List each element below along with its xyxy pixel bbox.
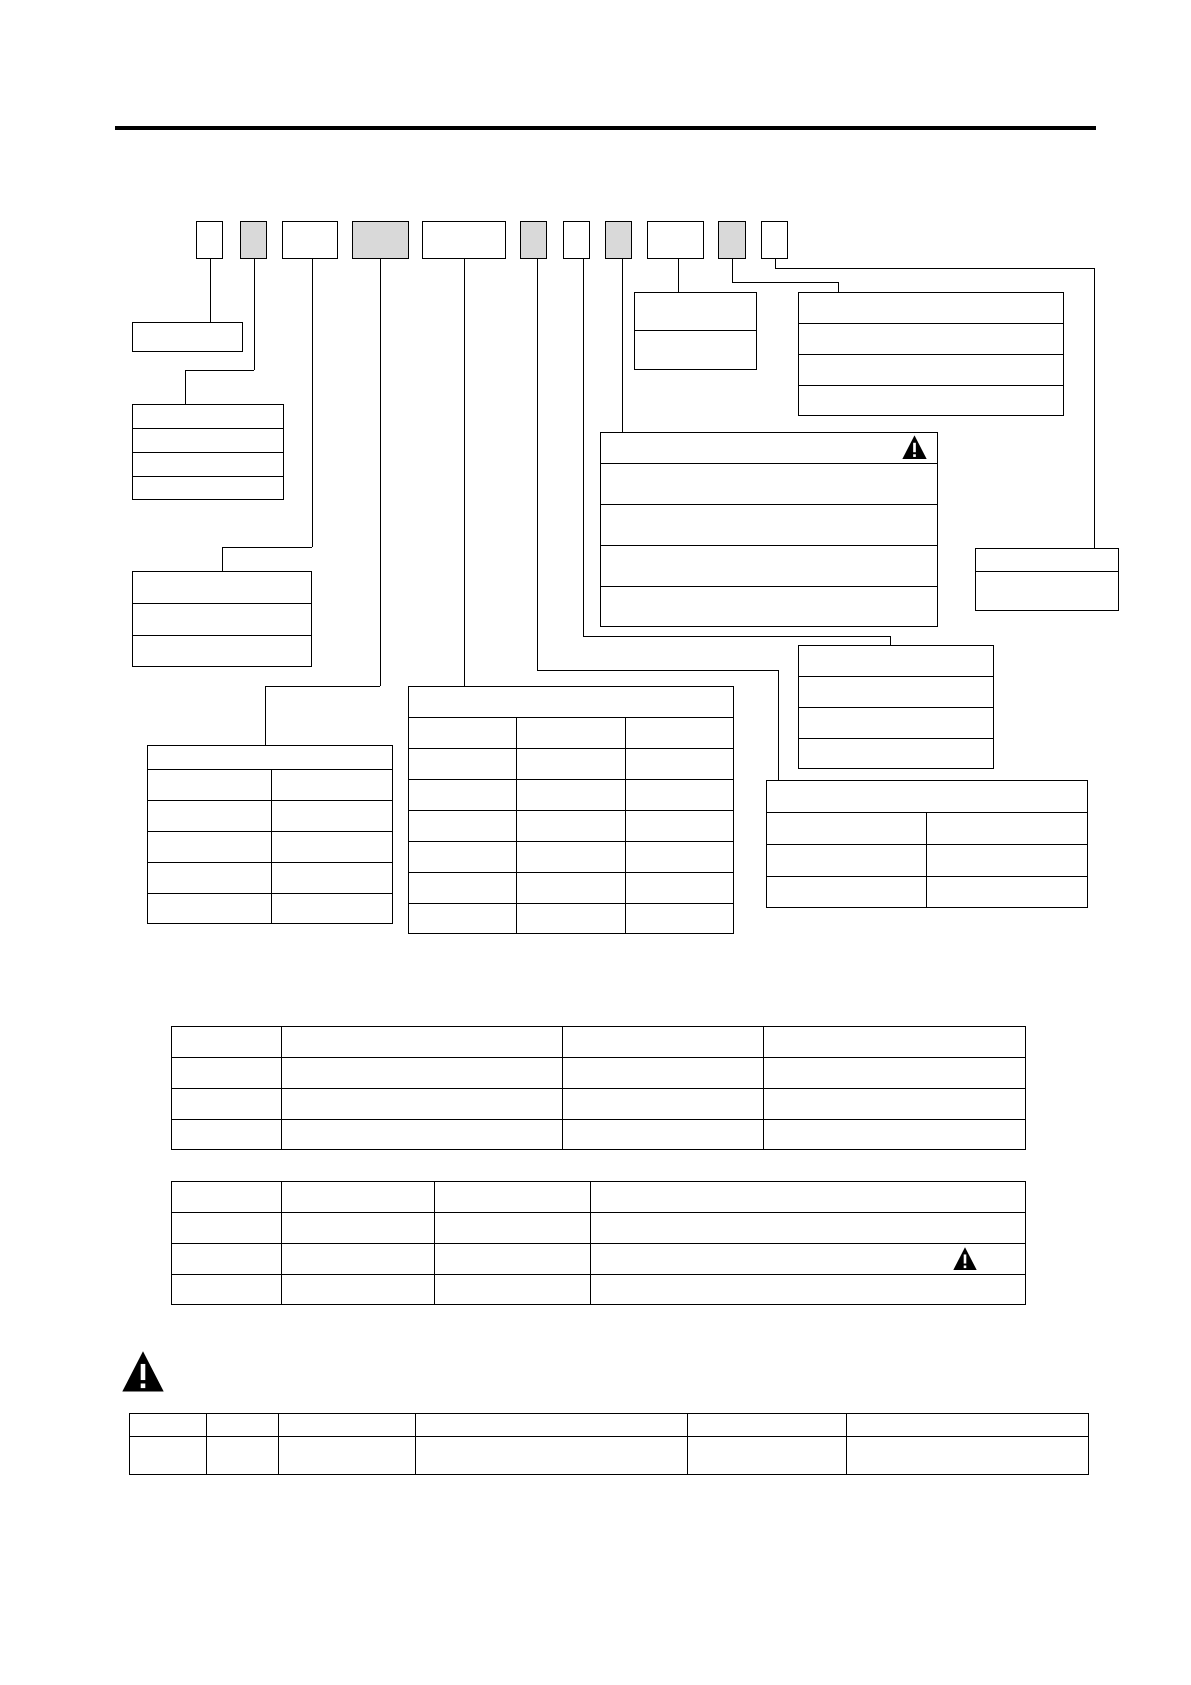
bottom-table-col-divider xyxy=(415,1436,416,1475)
field-table-5-row-divider xyxy=(408,841,734,842)
spec-table-a-row-divider xyxy=(171,1088,1026,1089)
code-segment-8 xyxy=(605,221,632,259)
leader-line xyxy=(775,259,776,268)
spec-table-b-col-divider xyxy=(281,1212,282,1243)
field-table-5-col-divider xyxy=(625,717,626,748)
spec-table-b-col-divider xyxy=(434,1243,435,1274)
spec-table-b-col-divider xyxy=(590,1212,591,1243)
field-table-5-col-divider xyxy=(625,841,626,872)
field-table-5-col-divider xyxy=(516,748,517,779)
field-table-5-row-divider xyxy=(408,810,734,811)
spec-table-b-col-divider xyxy=(434,1212,435,1243)
bottom-table-col-divider xyxy=(278,1413,279,1436)
spec-table-a-col-divider xyxy=(562,1026,563,1057)
spec-table-b-col-divider xyxy=(590,1243,591,1274)
leader-line xyxy=(778,670,779,780)
field-box-9 xyxy=(634,292,757,370)
field-table-5-col-divider xyxy=(516,717,517,748)
field-box-11 xyxy=(975,548,1119,611)
field-box-3-row-divider xyxy=(132,603,312,604)
code-segment-9 xyxy=(647,221,704,259)
code-segment-3 xyxy=(282,221,338,259)
spec-table-b-row-divider xyxy=(171,1274,1026,1275)
field-box-10-row-divider xyxy=(798,354,1064,355)
field-box-7-row-divider xyxy=(798,707,994,708)
code-segment-1 xyxy=(196,221,223,259)
field-box-10-row-divider xyxy=(798,385,1064,386)
field-table-5-col-divider xyxy=(516,810,517,841)
field-table-4-row-divider xyxy=(147,893,393,894)
field-table-6-row-divider xyxy=(766,812,1088,813)
field-table-5-col-divider xyxy=(625,872,626,903)
spec-table-b-col-divider xyxy=(590,1181,591,1212)
code-segment-11 xyxy=(761,221,788,259)
field-box-2-row-divider xyxy=(132,452,284,453)
field-table-6-col-divider xyxy=(926,876,927,908)
field-table-5-row-divider xyxy=(408,779,734,780)
leader-line xyxy=(312,259,313,547)
field-box-2-row-divider xyxy=(132,428,284,429)
field-table-5-row-divider xyxy=(408,872,734,873)
code-segment-4 xyxy=(352,221,409,259)
field-table-5-col-divider xyxy=(516,841,517,872)
field-box-8 xyxy=(600,432,938,627)
field-table-4-row-divider xyxy=(147,862,393,863)
leader-line xyxy=(265,686,380,687)
field-box-8-row-divider xyxy=(600,504,938,505)
leader-line xyxy=(732,259,733,282)
field-box-7-row-divider xyxy=(798,738,994,739)
bottom-table-col-divider xyxy=(206,1413,207,1436)
field-box-9-row-divider xyxy=(634,330,757,331)
spec-table-b-row-divider xyxy=(171,1243,1026,1244)
spec-table-b-col-divider xyxy=(590,1274,591,1305)
field-table-4-row-divider xyxy=(147,800,393,801)
field-table-5-col-divider xyxy=(516,872,517,903)
bottom-table-col-divider xyxy=(687,1413,688,1436)
spec-table-a-col-divider xyxy=(281,1026,282,1057)
spec-table-a-col-divider xyxy=(562,1088,563,1119)
leader-line xyxy=(583,636,890,637)
field-box-8-row-divider xyxy=(600,545,938,546)
leader-line xyxy=(185,370,186,404)
field-table-5-col-divider xyxy=(625,748,626,779)
code-segment-2 xyxy=(240,221,267,259)
field-table-4 xyxy=(147,745,393,924)
field-table-5-col-divider xyxy=(625,779,626,810)
bottom-table-col-divider xyxy=(846,1413,847,1436)
header-rule xyxy=(115,126,1096,130)
code-segment-5 xyxy=(422,221,506,259)
spec-table-a-col-divider xyxy=(562,1057,563,1088)
bottom-table-col-divider xyxy=(846,1436,847,1475)
spec-table-b-col-divider xyxy=(434,1181,435,1212)
field-table-6-row-divider xyxy=(766,844,1088,845)
leader-line xyxy=(222,547,312,548)
code-segment-7 xyxy=(563,221,590,259)
leader-line xyxy=(185,370,254,371)
leader-line xyxy=(537,670,778,671)
leader-line xyxy=(775,268,1094,269)
field-table-4-row-divider xyxy=(147,831,393,832)
warning-triangle-icon xyxy=(120,1349,166,1395)
field-box-2-row-divider xyxy=(132,476,284,477)
field-table-5-row-divider xyxy=(408,903,734,904)
leader-line xyxy=(537,259,538,670)
field-table-4-col-divider xyxy=(271,769,272,800)
field-box-11-row-divider xyxy=(975,571,1119,572)
spec-table-a-row-divider xyxy=(171,1119,1026,1120)
spec-table-b-col-divider xyxy=(281,1243,282,1274)
field-table-4-col-divider xyxy=(271,800,272,831)
spec-table-b-col-divider xyxy=(281,1181,282,1212)
leader-line xyxy=(583,259,584,636)
field-box-3 xyxy=(132,571,312,667)
spec-table-a-col-divider xyxy=(281,1119,282,1150)
spec-table-b-row-divider xyxy=(171,1212,1026,1213)
code-segment-6 xyxy=(520,221,547,259)
warning-triangle-icon xyxy=(952,1246,978,1272)
leader-line xyxy=(254,259,255,370)
spec-table-a-col-divider xyxy=(763,1088,764,1119)
leader-line xyxy=(622,259,623,432)
field-box-10-row-divider xyxy=(798,323,1064,324)
spec-table-a-col-divider xyxy=(562,1119,563,1150)
spec-table-a-col-divider xyxy=(763,1026,764,1057)
field-table-5-col-divider xyxy=(625,903,626,934)
leader-line xyxy=(890,636,891,645)
field-table-5-col-divider xyxy=(625,810,626,841)
leader-line xyxy=(464,259,465,686)
bottom-table-row-divider xyxy=(129,1436,1089,1437)
spec-table-b-col-divider xyxy=(434,1274,435,1305)
warning-triangle-icon xyxy=(901,434,928,461)
field-table-4-col-divider xyxy=(271,862,272,893)
field-table-5-row-divider xyxy=(408,748,734,749)
leader-line xyxy=(838,282,839,292)
leader-line xyxy=(222,547,223,571)
field-table-6-col-divider xyxy=(926,844,927,876)
field-table-6-col-divider xyxy=(926,812,927,844)
leader-line xyxy=(1094,268,1095,548)
bottom-table-col-divider xyxy=(206,1436,207,1475)
leader-line xyxy=(265,686,266,745)
field-table-5-col-divider xyxy=(516,903,517,934)
field-box-3-row-divider xyxy=(132,635,312,636)
field-table-4-col-divider xyxy=(271,831,272,862)
spec-table-a-row-divider xyxy=(171,1057,1026,1058)
field-box-7-row-divider xyxy=(798,676,994,677)
bottom-table xyxy=(129,1413,1089,1475)
bottom-table-col-divider xyxy=(415,1413,416,1436)
bottom-table-col-divider xyxy=(687,1436,688,1475)
field-table-4-row-divider xyxy=(147,769,393,770)
field-table-5-row-divider xyxy=(408,717,734,718)
field-table-5-col-divider xyxy=(516,779,517,810)
field-box-8-row-divider xyxy=(600,463,938,464)
leader-line xyxy=(210,259,211,322)
bottom-table-col-divider xyxy=(278,1436,279,1475)
spec-table-a-col-divider xyxy=(763,1057,764,1088)
leader-line xyxy=(732,282,838,283)
field-box-8-row-divider xyxy=(600,586,938,587)
field-table-4-col-divider xyxy=(271,893,272,924)
leader-line xyxy=(678,259,679,292)
spec-table-b-col-divider xyxy=(281,1274,282,1305)
spec-table-a-col-divider xyxy=(281,1057,282,1088)
spec-table-a-col-divider xyxy=(281,1088,282,1119)
leader-line xyxy=(380,259,381,686)
spec-table-a-col-divider xyxy=(763,1119,764,1150)
field-box-1 xyxy=(132,322,243,352)
field-table-6-row-divider xyxy=(766,876,1088,877)
code-segment-10 xyxy=(718,221,746,259)
